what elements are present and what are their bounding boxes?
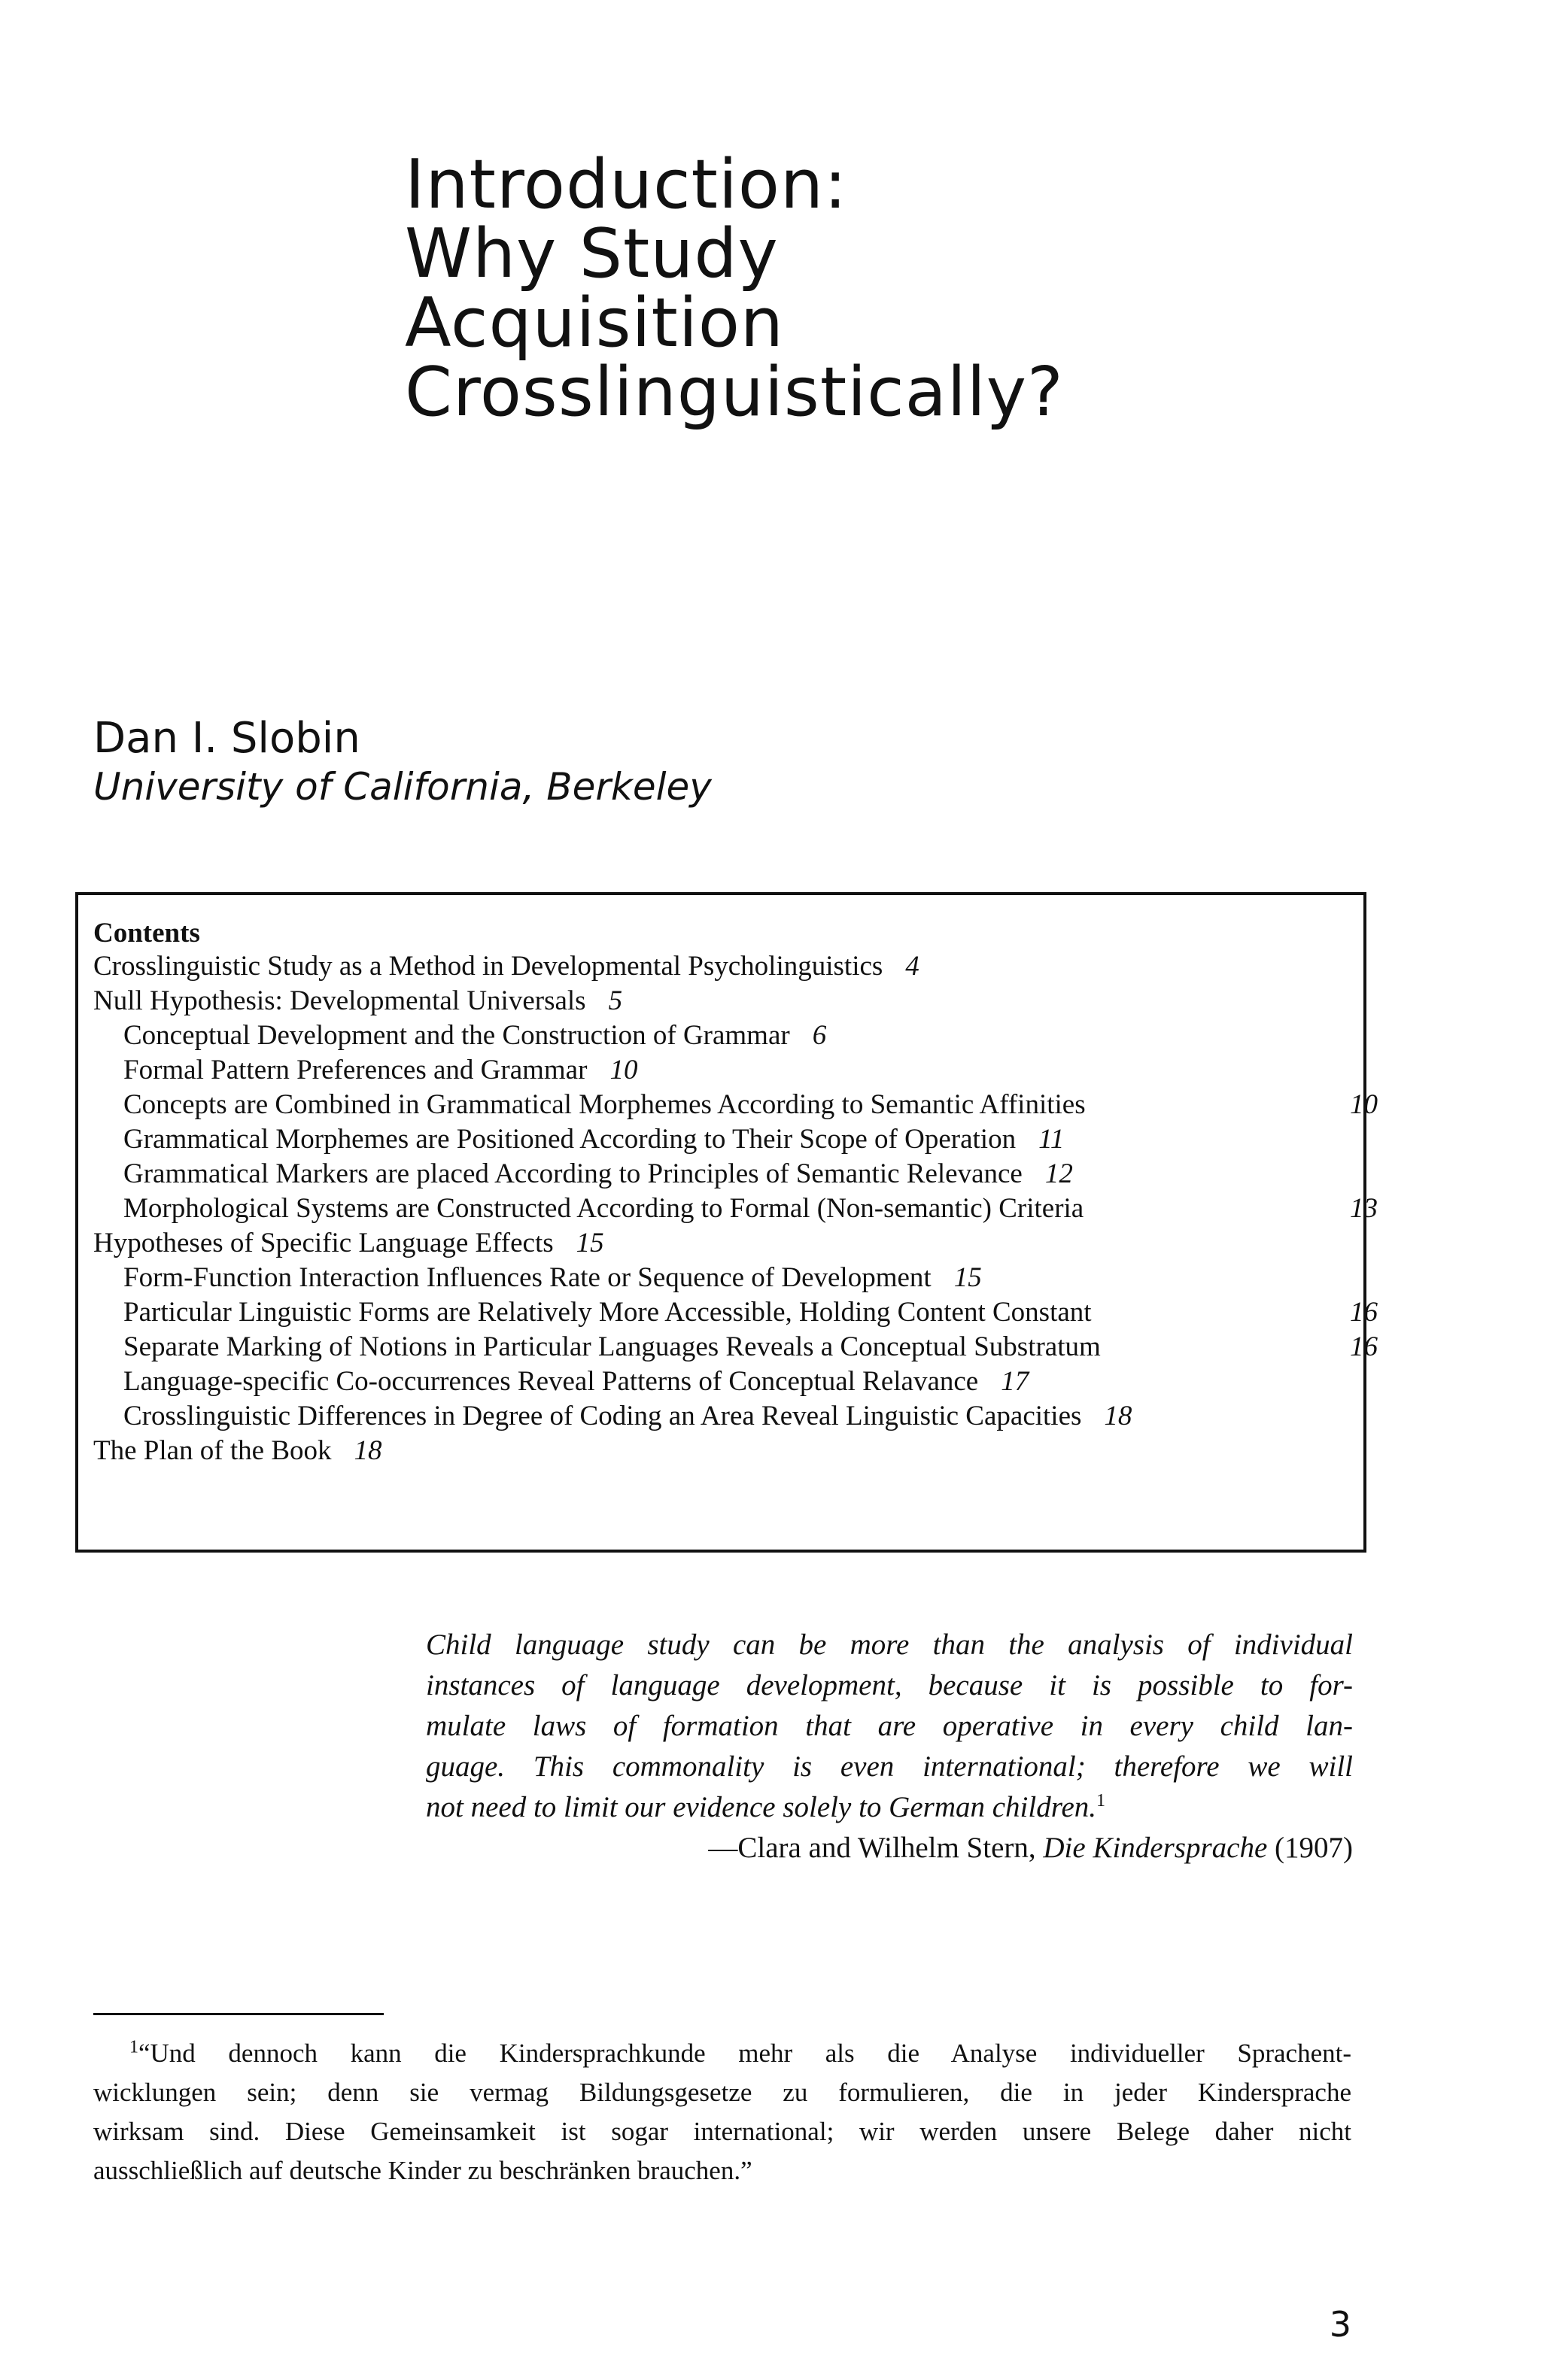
toc-entry bbox=[93, 984, 622, 1018]
toc-entry-page: 18 bbox=[354, 1435, 382, 1466]
toc-entry bbox=[93, 949, 919, 984]
toc-entry bbox=[123, 1192, 1378, 1226]
toc-entry-title: The Plan of the Book bbox=[93, 1435, 332, 1466]
footnote-line: ausschließlich auf deutsche Kinder zu beschränken brauchen.” bbox=[93, 2156, 752, 2185]
toc-entry-page: 17 bbox=[1001, 1366, 1029, 1397]
toc-entry bbox=[93, 1434, 382, 1468]
chapter-title-line: Why Study bbox=[405, 214, 779, 293]
epigraph-line-text: not need to limit our evidence solely to German children. bbox=[426, 1791, 1097, 1823]
footnote-mark: 1 bbox=[129, 2037, 138, 2057]
author-affiliation: University of California, Berkeley bbox=[93, 765, 712, 809]
toc-entry-page: 5 bbox=[608, 985, 623, 1016]
footnote-line: wicklungen sein; denn sie vermag Bildungsgesetze zu formulieren, die in jeder Kindersprache bbox=[93, 2078, 1351, 2107]
toc-entry-title: Hypotheses of Specific Language Effects bbox=[93, 1228, 554, 1258]
toc-entry-title: Null Hypothesis: Developmental Universals bbox=[93, 985, 586, 1016]
toc-entry bbox=[123, 1088, 1378, 1122]
attribution-work: Die Kindersprache bbox=[1043, 1832, 1268, 1864]
toc-entry-page: 15 bbox=[953, 1262, 982, 1293]
footnote bbox=[93, 2034, 1351, 2190]
footnote-line bbox=[93, 2034, 1351, 2073]
author-name: Dan I. Slobin bbox=[93, 714, 360, 763]
attribution-year: (1907) bbox=[1267, 1832, 1353, 1864]
contents-heading: Contents bbox=[93, 918, 200, 949]
toc-entry-title: Form-Function Interaction Influences Rate or Sequence of Development bbox=[123, 1262, 932, 1293]
toc-entry-title: Separate Marking of Notions in Particular Languages Reveals a Conceptual Substratum bbox=[123, 1331, 1101, 1362]
toc-entry bbox=[123, 1157, 1073, 1192]
toc-entry-page: 16 bbox=[1350, 1331, 1378, 1362]
attribution-authors: —Clara and Wilhelm Stern, bbox=[708, 1832, 1044, 1864]
toc-entry-page: 6 bbox=[812, 1020, 827, 1051]
toc-entry-title: Particular Linguistic Forms are Relatively More Accessible, Holding Content Constant bbox=[123, 1297, 1092, 1328]
contents-box bbox=[75, 892, 1378, 1553]
toc-entry-page: 13 bbox=[1350, 1193, 1378, 1224]
toc-entry-page: 10 bbox=[609, 1055, 638, 1085]
toc-entry bbox=[123, 1330, 1378, 1365]
epigraph-line: Child language study can be more than the analysis of individual bbox=[426, 1629, 1353, 1661]
toc-entry bbox=[93, 1226, 604, 1261]
toc-entry bbox=[123, 1053, 637, 1088]
toc-entry bbox=[123, 1295, 1378, 1330]
epigraph-line bbox=[426, 1787, 1353, 1828]
toc-entry-page: 16 bbox=[1350, 1297, 1378, 1328]
chapter-title bbox=[405, 145, 1064, 432]
toc-entry-page: 12 bbox=[1044, 1158, 1073, 1189]
epigraph-line: instances of language development, because it is possible to for- bbox=[426, 1669, 1353, 1702]
chapter-title-line: Crosslinguistically? bbox=[405, 353, 1064, 432]
epigraph-line: guage. This commonality is even international; therefore we will bbox=[426, 1750, 1353, 1783]
footnote-line-text: “Und dennoch kann die Kindersprachkunde mehr als die Analyse individueller Sprachent- bbox=[138, 2038, 1351, 2068]
toc-entry bbox=[123, 1399, 1132, 1434]
toc-entry-title: Crosslinguistic Study as a Method in Developmental Psycholinguistics bbox=[93, 951, 883, 982]
footnote-line: wirksam sind. Diese Gemeinsamkeit ist sogar international; wir werden unsere Belege daher nicht bbox=[93, 2117, 1351, 2146]
toc-entry bbox=[123, 1365, 1029, 1399]
toc-entry-title: Crosslinguistic Differences in Degree of Coding an Area Reveal Linguistic Capacities bbox=[123, 1401, 1082, 1431]
toc-entry-title: Morphological Systems are Constructed According to Formal (Non-semantic) Criteria bbox=[123, 1193, 1084, 1224]
toc-entry-title: Conceptual Development and the Construction of Grammar bbox=[123, 1020, 790, 1051]
toc-entry-page: 11 bbox=[1038, 1124, 1065, 1155]
toc-entry bbox=[123, 1261, 982, 1295]
author-block bbox=[93, 715, 712, 811]
chapter-title-line: Acquisition bbox=[405, 284, 784, 363]
toc-entry-title: Grammatical Markers are placed According to Principles of Semantic Relevance bbox=[123, 1158, 1023, 1189]
epigraph bbox=[426, 1625, 1353, 1864]
toc-entry-page: 4 bbox=[905, 951, 919, 982]
toc-entry-page: 15 bbox=[576, 1228, 604, 1258]
toc-entry-title: Grammatical Morphemes are Positioned According to Their Scope of Operation bbox=[123, 1124, 1017, 1155]
chapter-title-line: Introduction: bbox=[405, 145, 848, 224]
toc-entry bbox=[123, 1018, 826, 1053]
epigraph-footnote-mark: 1 bbox=[1096, 1791, 1106, 1811]
toc-entry-title: Formal Pattern Preferences and Grammar bbox=[123, 1055, 588, 1085]
epigraph-attribution bbox=[708, 1828, 1353, 1868]
toc-entry-title: Language-specific Co-occurrences Reveal Patterns of Conceptual Relavance bbox=[123, 1366, 979, 1397]
toc-entry-title: Concepts are Combined in Grammatical Morphemes According to Semantic Affinities bbox=[123, 1089, 1086, 1120]
epigraph-line: mulate laws of formation that are operative in every child lan- bbox=[426, 1710, 1353, 1742]
toc-entry bbox=[123, 1122, 1064, 1157]
footnote-rule bbox=[93, 2013, 384, 2015]
page-number: 3 bbox=[1329, 2304, 1351, 2345]
toc-entry-page: 18 bbox=[1104, 1401, 1132, 1431]
toc-entry-page: 10 bbox=[1350, 1089, 1378, 1120]
